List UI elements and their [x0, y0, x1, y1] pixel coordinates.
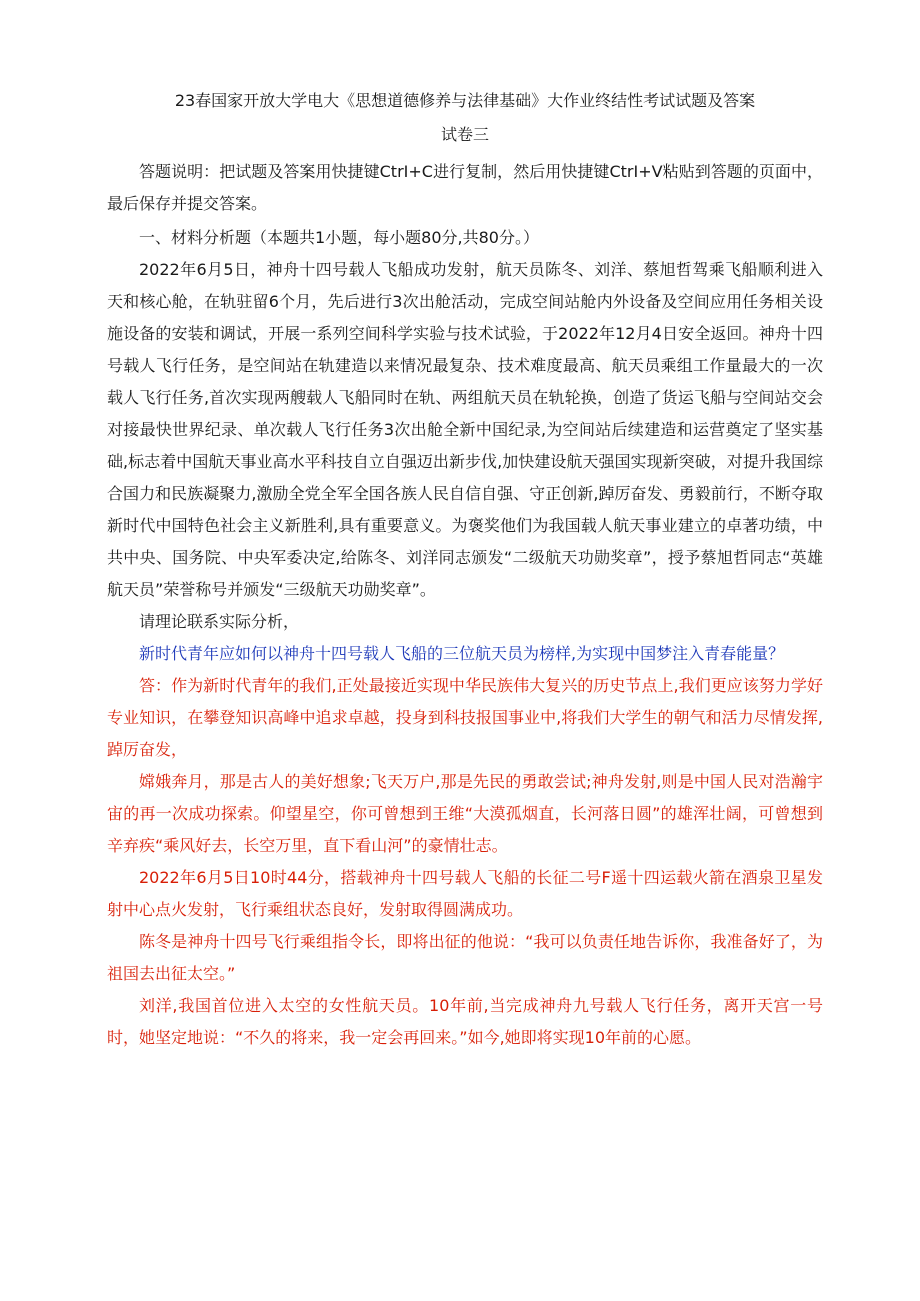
- answer-paragraph-4: 陈冬是神舟十四号飞行乘组指令长，即将出征的他说：“我可以负责任地告诉你，我准备好了，为祖国去出征太空。”: [107, 932, 823, 983]
- question-paragraph: 新时代青年应如何以神舟十四号载人飞船的三位航天员为榜样,为实现中国梦注入青春能量？: [139, 644, 785, 663]
- material-paragraph: 2022年6月5日，神舟十四号载人飞船成功发射，航天员陈冬、刘洋、蔡旭哲驾乘飞船顺利进入天和核心舱，在轨驻留6个月，先后进行3次出舱活动，完成空间站舱内外设备及空间应用任务相关设施设备的安装和调试，开展一系列空间科学实验与技术试验，于2022年12月4日安全返回。神舟十四号载人飞行任务，是空间站在轨建造以来情况最复杂、技术难度最高、航天员乘组工作量最大的一次载人飞行任务,首次实现两艘载人飞船同时在轨、两组航天员在轨轮换，创造了货运飞船与空间站交会对接最快世界纪录、单次载人飞行任务3次出舱全新中国纪录,为空间站后续建造和运营奠定了坚实基础,标志着中国航天事业高水平科技自立自强迈出新步伐,加快建设航天强国实现新突破，对提升我国综合国力和民族凝聚力,激励全党全军全国各族人民自信自强、守正创新,踔厉奋发、勇毅前行，不断夺取新时代中国特色社会主义新胜利,具有重要意义。为褒奖他们为我国载人航天事业建立的卓著功绩，中共中央、国务院、中央军委决定,给陈冬、刘洋同志颁发“二级航天功勋奖章”，授予蔡旭哲同志“英雄航天员”荣誉称号并颁发“三级航天功勋奖章”。: [107, 260, 823, 599]
- document-title: 23春国家开放大学电大《思想道德修养与法律基础》大作业终结性考试试题及答案: [174, 91, 756, 110]
- instructions-paragraph: 答题说明：把试题及答案用快捷键CtrI+C进行复制，然后用快捷键CtrI+V粘贴到答题的页面中，最后保存并提交答案。: [107, 162, 823, 213]
- document-subtitle: 试卷三: [440, 125, 489, 144]
- section-heading: 一、材料分析题（本题共1小题，每小题80分,共80分。）: [139, 228, 539, 247]
- answer-paragraph-5: 刘洋,我国首位进入太空的女性航天员。10年前,当完成神舟九号载人飞行任务，离开天宫一号时，她坚定地说：“不久的将来，我一定会再回来。”如今,她即将实现10年前的心愿。: [107, 996, 823, 1047]
- answer-paragraph-3: 2022年6月5日10时44分，搭载神舟十四号载人飞船的长征二号F遥十四运载火箭在酒泉卫星发射中心点火发射，飞行乘组状态良好，发射取得圆满成功。: [107, 868, 823, 919]
- prompt-paragraph: 请理论联系实际分析，: [139, 612, 300, 631]
- answer-paragraph-1: 答：作为新时代青年的我们,正处最接近实现中华民族伟大复兴的历史节点上,我们更应该努力学好专业知识，在攀登知识高峰中追求卓越，投身到科技报国事业中,将我们大学生的朝气和活力尽情发挥,踔厉奋发，: [107, 676, 823, 759]
- answer-paragraph-2: 嫦娥奔月，那是古人的美好想象;飞天万户,那是先民的勇敢尝试;神舟发射,则是中国人民对浩瀚宇宙的再一次成功探索。仰望星空，你可曾想到王维“大漠孤烟直，长河落日圆”的雄浑壮阔，可曾想到辛弃疾“乘风好去，长空万里，直下看山河”的豪情壮志。: [107, 772, 823, 855]
- document-page: [107, 88, 823, 1054]
